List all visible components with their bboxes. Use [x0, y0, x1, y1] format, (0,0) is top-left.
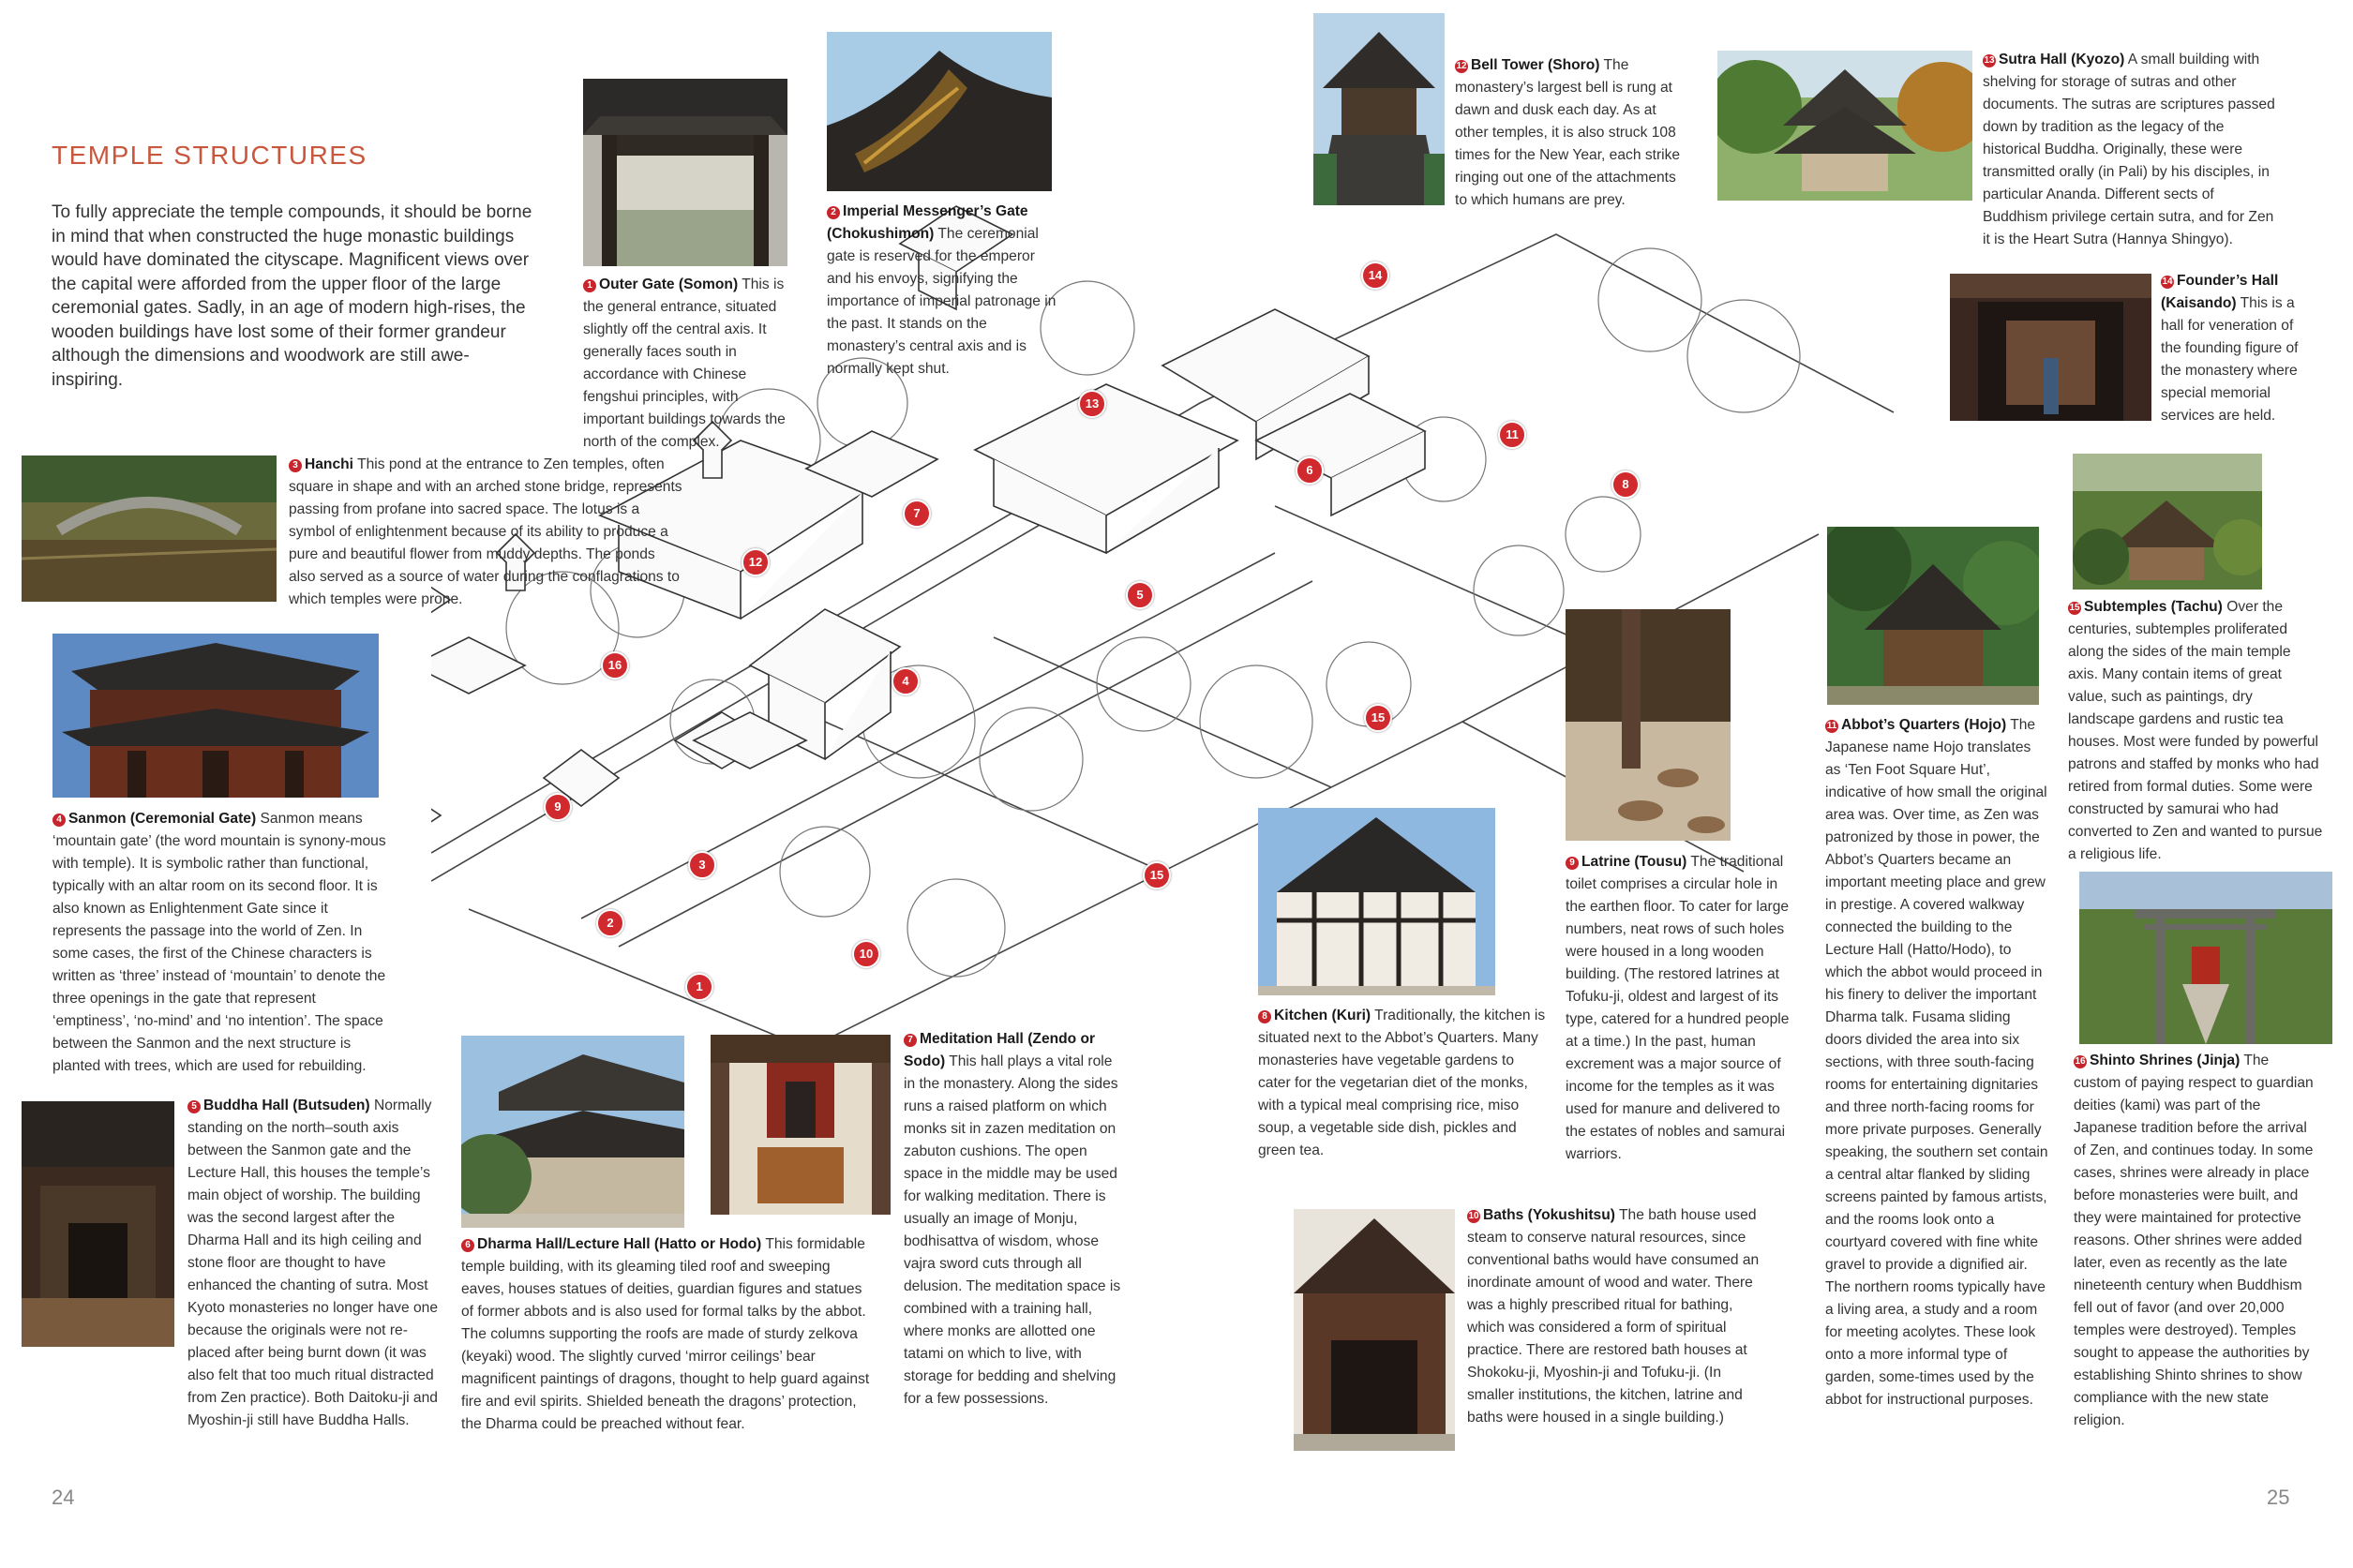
entry-text: The ceremonial gate is reserved for the emperor and his envoys, signifying the importance of imperial patronage in the past. It stands on the monastery’s central axis and is normally kept shut.: [827, 226, 1057, 377]
marker-4: 4: [892, 667, 920, 695]
number-badge: 9: [1566, 857, 1579, 870]
entry-title: Hanchi: [305, 456, 353, 472]
marker-13: 13: [1078, 390, 1106, 418]
entry-title: Shinto Shrines (Jinja): [2090, 1053, 2241, 1068]
baths-photo: [1294, 1209, 1455, 1451]
marker-7: 7: [903, 500, 931, 528]
caption-sutra-hall: [1983, 49, 2283, 251]
number-badge: 12: [1456, 61, 1467, 71]
caption-sanmon: [52, 808, 392, 1078]
entry-text: This is the general entrance, situated slightly off the central axis. It generally faces south in accordance with Chinese fengshui principles, with important buildings towards the north of the complex.: [583, 276, 786, 450]
entry-title: Founder’s Hall (Kaisando): [2161, 273, 2279, 311]
marker-16: 16: [601, 651, 629, 679]
number-badge: 13: [1984, 55, 1995, 66]
caption-buddha-hall: [187, 1095, 442, 1432]
entry-text: This is a hall for veneration of the founding figure of the monastery where special memorial services are held.: [2161, 295, 2299, 424]
entry-title: Subtemples (Tachu): [2084, 599, 2223, 615]
entry-title: Sanmon (Ceremonial Gate): [68, 811, 257, 827]
caption-subtemples: [2068, 596, 2323, 866]
caption-abbots-quarters: [1825, 714, 2048, 1411]
caption-latrine: [1566, 851, 1802, 1166]
number-badge: 16: [2075, 1056, 2086, 1067]
entry-text: The custom of paying respect to guardian deities (kami) was part of the Japanese tradition before the arrival of Zen, and continues today. In some cases, shrines were already in place before monasteries were built, and they were maintained for protective reasons. Other shrines were added later, even as recently as the late nineteenth century when Buddhism fell out of favor (and over 20,000 temples were destroyed). Temples sought to appease the authorities by establishing Shinto shrines to show compliance with the new state religion.: [2074, 1053, 2314, 1428]
marker-3: 3: [688, 851, 716, 879]
number-badge: 11: [1826, 721, 1837, 731]
caption-meditation-hall: [904, 1028, 1121, 1411]
shinto-shrine-photo: [2079, 872, 2332, 1044]
subtemples-photo: [2073, 454, 2262, 590]
sutra-hall-photo: [1717, 51, 1972, 201]
caption-kitchen: [1258, 1005, 1549, 1162]
entry-title: Baths (Yokushitsu): [1483, 1207, 1615, 1223]
entry-text: The Japanese name Hojo translates as ‘Ten Foot Square Hut’, indicative of how small the original area was. Over time, as Zen was patronized by those in power, the Abbot’s Quarters became an important meeting place and grew in prestige. A covered walkway connected the building to the Lecture Hall (Hatto/Hodo), to which the abbot would proceed in his finery to deliver the important Dharma talk. Fusama sliding doors divided the area into six sections, with three south-facing rooms for entertaining dignitaries and three north-facing rooms for more private purposes. Generally speaking, the southern set contain a central altar flanked by sliding screens painted by famous artists, and the rooms look onto a courtyard covered with fine white gravel to provide a dignified air. The northern rooms typically have a living area, a study and a room for meeting acolytes. These look onto a more informal type of garden, some-times used by the abbot for instructional purposes.: [1825, 717, 2048, 1408]
entry-text: Normally standing on the north–south axis between the Sanmon gate and the Lecture Hall, this houses the temple’s main object of worship. The building was the second largest after the Dharma Hall and its high ceiling and stone floor are thought to have enhanced the chanting of sutra. Most Kyoto monasteries no longer have one because the originals were not re-placed after being burnt down (it was also felt that too much ritual distracted from Zen practice). Both Daitoku-ji and Myoshin-ji still have Buddha Halls.: [187, 1098, 438, 1428]
caption-baths: [1467, 1204, 1765, 1429]
entry-title: Outer Gate (Somon): [599, 276, 739, 292]
page-number-left: 24: [52, 1486, 75, 1509]
number-badge: 4: [52, 814, 66, 827]
marker-14: 14: [1361, 261, 1389, 290]
marker-12: 12: [742, 548, 770, 576]
intro-paragraph: To fully appreciate the temple compounds, it should be borne in mind that when constructed the huge monastic buildings would have dominated the cityscape. Magnificent views over the capital were afforded from the upper floor of the large ceremonial gates. Sadly, in an age of modern high-rises, the wooden buildings have lost some of their former grandeur although the dimensions and woodwork are still awe-inspiring.: [52, 202, 532, 390]
entry-text: This formidable temple building, with its gleaming tiled roof and sweeping eaves, houses statues of deities, guardian figures and statues of former abbots and is also used for formal talks by the abbot. The columns supporting the roofs are made of sturdy zelkova (keyaki) wood. The slightly curved ‘mirror ceilings’ bear magnificent paintings of dragons, thought to help guard against fire and evil spirits. Shielded beneath the dragons’ protection, the Dharma could be preached without fear.: [461, 1236, 870, 1432]
number-badge: 1: [583, 279, 596, 292]
entry-title: Latrine (Tousu): [1581, 854, 1687, 870]
marker-6: 6: [1296, 456, 1324, 485]
entry-text: Traditionally, the kitchen is situated next to the Abbot’s Quarters. Many monasteries have vegetable gardens to cater for the vegetarian diet of the monks, with a typical meal comprising rice, miso soup, a vegetable side dish, pickles and green tea.: [1258, 1008, 1546, 1158]
sanmon-gate-photo: [52, 634, 379, 798]
number-badge: 2: [827, 206, 840, 219]
marker-10: 10: [852, 940, 880, 968]
entry-text: A small building with shelving for storage of sutras and other documents. The sutras are scriptures passed down by tradition as the legacy of the historical Buddha. Originally, these were transmitted orally (in Pali) by his disciples, in particular Ananda. Different sects of Buddhism privilege certain sutra, and for Zen it is the Heart Sutra (Hannya Shingyo).: [1983, 52, 2275, 247]
marker-1: 1: [685, 973, 713, 1001]
bell-tower-photo: [1313, 13, 1445, 205]
marker-9: 9: [544, 793, 572, 821]
outer-gate-photo: [583, 79, 787, 266]
entry-text: The monastery’s largest bell is rung at dawn and dusk each day. As at other temples, it is also struck 108 times for the New Year, each strike ringing out one of the attachments to which humans are prey.: [1455, 57, 1681, 208]
entry-text: This pond at the entrance to Zen temples, often square in shape and with an arched stone bridge, represents passing from profane into sacred space. The lotus is a symbol of enlightenment because of its ability to produce a pure and beautiful flower from muddy depths. The ponds also served as a source of water during the conflagrations to which temples were prone.: [289, 456, 682, 607]
entry-title: Sutra Hall (Kyozo): [1999, 52, 2125, 67]
caption-imperial-gate: [827, 201, 1061, 381]
marker-15a: 15: [1364, 704, 1392, 732]
entry-text: Over the centuries, subtemples proliferated along the sides of the main temple axis. Many contain items of great value, such as paintings, dry landscape gardens and rustic tea houses. Most were funded by powerful patrons and staffed by monks who had retired from formal duties. Some were constructed by samurai who had converted to Zen and wanted to pursue a religious life.: [2068, 599, 2323, 862]
entry-text: This hall plays a vital role in the monastery. Along the sides runs a raised platform on which monks sit in zazen meditation on zabuton cushions. The open space in the middle may be used for walking meditation. There is usually an image of Monju, bodhisattva of wisdom, whose vajra sword cuts through all delusion. The meditation space is combined with a training hall, where monks are allotted one tatami on which to live, with storage for bedding and shelving for a few possessions.: [904, 1053, 1121, 1407]
entry-title: Dharma Hall/Lecture Hall (Hatto or Hodo): [477, 1236, 762, 1252]
number-badge: 14: [2162, 276, 2173, 287]
entry-title: Kitchen (Kuri): [1274, 1008, 1371, 1023]
buddha-hall-photo: [22, 1101, 174, 1347]
entry-text: Sanmon means ‘mountain gate’ (the word mountain is synony-mous with temple). It is symbolic rather than functional, typically with an altar room on its second floor. It is also known as Enlightenment Gate since it represents the passage into the world of Zen. In some cases, the first of the Chinese characters is written as ‘three’ instead of ‘mountain’ to denote the three openings in the gate that represent ‘emptiness’, ‘no-mind’ and ‘no intention’. The space between the Sanmon and the next structure is planted with trees, which are used for rebuilding.: [52, 811, 386, 1074]
abbots-quarters-photo: [1827, 527, 2039, 705]
number-badge: 15: [2069, 603, 2080, 613]
entry-title: Meditation Hall (Zendo or Sodo): [904, 1031, 1096, 1069]
founders-hall-photo: [1950, 274, 2151, 421]
entry-title: Bell Tower (Shoro): [1471, 57, 1600, 73]
number-badge: 3: [289, 459, 302, 472]
caption-hanchi: [289, 454, 682, 611]
number-badge: 8: [1258, 1010, 1271, 1023]
caption-shinto: [2074, 1050, 2319, 1432]
entry-text: The traditional toilet comprises a circular hole in the earthen floor. To cater for large numbers, neat rows of such holes were housed in a long wooden building. (The restored latrines at Tofuku-ji, oldest and largest of its type, catered for a hundred people at a time.) In the past, human excrement was a major source of income for the temples as it was used for manure and delivered to the estates of nobles and samurai warriors.: [1566, 854, 1790, 1162]
imperial-gate-photo: [827, 32, 1052, 191]
section-heading: TEMPLE STRUCTURES: [52, 141, 367, 170]
page-number-right: 25: [2267, 1486, 2290, 1509]
marker-15b: 15: [1143, 861, 1171, 889]
number-badge: 5: [187, 1100, 201, 1113]
marker-11: 11: [1498, 421, 1526, 449]
number-badge: 6: [461, 1239, 474, 1252]
caption-bell-tower: [1455, 54, 1689, 212]
dharma-hall-photo: [461, 1036, 684, 1228]
meditation-hall-photo: [711, 1035, 891, 1215]
kitchen-photo: [1258, 808, 1495, 995]
entry-title: Abbot’s Quarters (Hojo): [1841, 717, 2007, 733]
entry-text: The bath house used steam to conserve natural resources, since conventional baths would have consumed an inordinate amount of wood and water. There was a highly prescribed ritual for bathing, which was considered a form of spiritual practice. There are restored bath houses at Shokoku-ji, Myoshin-ji and Tofuku-ji. (In smaller institutions, the kitchen, latrine and baths were housed in a single building.): [1467, 1207, 1760, 1426]
marker-5: 5: [1126, 581, 1154, 609]
caption-outer-gate: [583, 274, 797, 454]
caption-dharma-hall: [461, 1233, 874, 1436]
entry-title: Buddha Hall (Butsuden): [203, 1098, 370, 1113]
latrine-photo: [1566, 609, 1731, 841]
number-badge: 7: [904, 1034, 917, 1047]
caption-founders-hall: [2161, 270, 2309, 427]
entry-title: Imperial Messenger’s Gate (Chokushimon): [827, 203, 1028, 242]
hanchi-pond-photo: [22, 455, 277, 602]
number-badge: 10: [1468, 1211, 1479, 1221]
marker-2: 2: [596, 909, 624, 937]
marker-8: 8: [1611, 470, 1640, 499]
